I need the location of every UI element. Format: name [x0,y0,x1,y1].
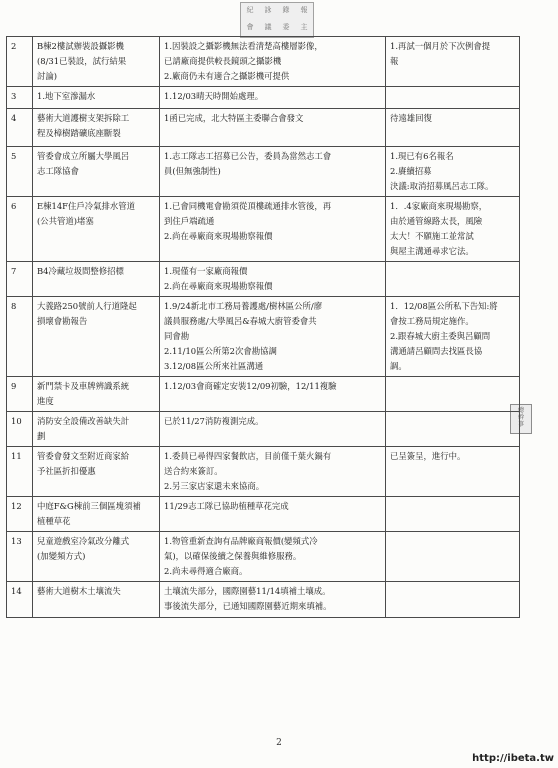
note-line: 2.跟春城大廚主委與呂顧問 [390,331,491,341]
result-line: 議員服務處/大學風呂&春城大廚管委會共 [164,316,317,326]
table-row [7,109,520,147]
cell-note [386,377,520,412]
result-line: 員(但無強制性) [164,166,221,176]
seal-char: 報 [300,6,308,14]
cell-result [160,412,386,447]
cell-item [33,147,160,197]
result-line: 1.志工隊志工招募已公告，委員為當然志工會 [164,151,332,161]
item-line: 劃 [37,431,46,441]
cell-result [160,447,386,497]
item-line: 消防安全設備改善缺失計 [37,416,130,426]
note-line: 會按工務局規定施作。 [390,316,474,326]
result-line: 1.12/03晴天時開始處理。 [164,91,264,101]
result-line: 已請廠商提供較長鏡頭之攝影機 [164,56,282,66]
note-line: 調。 [390,361,407,371]
result-line: 事後流失部分，已通知國際園藝近期來填補。 [164,601,332,611]
result-line: 2.尚在尋廠商來現場勘察報價 [164,281,273,291]
cell-item [33,377,160,412]
row-number: 14 [7,582,33,618]
cell-item [33,37,160,87]
table-row [7,412,520,447]
item-line: 大義路250號前人行道隆起 [37,301,137,311]
cell-note [386,197,520,262]
item-line: 管委會發文至附近商家給 [37,451,130,461]
result-line: 已於11/27消防複測完成。 [164,416,264,426]
cell-note [386,582,520,618]
table-body [7,37,520,618]
cell-result [160,497,386,532]
item-line: 進度 [37,396,54,406]
table-row [7,447,520,497]
item-line: B4冷藏垃圾間整修招標 [37,266,124,276]
cell-result [160,377,386,412]
cell-note [386,147,520,197]
result-line: 1.委員已尋得四家餐飲店，目前僅千葉火鍋有 [164,451,332,461]
row-number: 13 [7,532,33,582]
cell-note [386,37,520,87]
site-watermark: http://ibeta.tw [472,753,554,764]
result-line: 同會勘 [164,331,190,341]
note-line: 與屋主溝通尋求它法。 [390,246,474,256]
item-line: E棟14F住戶冷氣排水管道 [37,201,135,211]
result-line: 氣)，以確保後續之保養與維修服務。 [164,551,302,561]
item-line: 植種草花 [37,516,71,526]
item-line: 志工隊協會 [37,166,79,176]
cell-note [386,532,520,582]
table-row [7,262,520,297]
cell-result [160,197,386,262]
cell-note [386,262,520,297]
note-line: 待遠雄回復 [390,113,432,123]
table-row [7,532,520,582]
seal-char: 議 [264,23,272,31]
cell-note [386,109,520,147]
result-line: 1.9/24新北市工務局養護處/樹林區公所/廖 [164,301,323,311]
row-number: 3 [7,87,33,109]
note-line: 1.現已有6名報名 [390,151,454,161]
cell-note [386,297,520,377]
cell-item [33,412,160,447]
item-line: (公共管道)堵塞 [37,216,94,226]
note-line: 太大！不願施工並常試 [390,231,474,241]
seal-char: 主 [300,23,308,31]
result-line: 送合約來簽訂。 [164,466,223,476]
seal-char: 幹 [517,414,524,421]
result-line: 2.廠商仍未有適合之攝影機可提供 [164,71,290,81]
cell-result [160,582,386,618]
seal-char: 事 [517,421,524,428]
row-number: 2 [7,37,33,87]
note-line: 1．12/08區公所私下告知:將 [390,301,498,311]
result-line: 2.尚未尋得適合廠商。 [164,566,248,576]
note-line: 溝通請呂顧問去找區長協 [390,346,483,356]
result-line: 1.物管重新查詢有品牌廠商報價(變頻式冷 [164,536,318,546]
item-line: 藝術大道護樹支架拆除工 [37,113,130,123]
table-row [7,87,520,109]
cell-result [160,109,386,147]
cell-result [160,262,386,297]
item-line: 兒童遊戲室冷氣改分離式 [37,536,130,546]
table-row [7,497,520,532]
note-line: 由於通管線路太長，風險 [390,216,483,226]
seal-char: 詠 [264,6,272,14]
cell-item [33,262,160,297]
result-line: 11/29志工隊已協助植種草花完成 [164,501,289,511]
cell-item [33,582,160,618]
result-line: 土壤流失部分，國際園藝11/14填補土壤成。 [164,586,331,596]
row-number: 12 [7,497,33,532]
item-line: 予社區折扣優惠 [37,466,96,476]
cell-item [33,109,160,147]
item-line: 管委會成立所屬大學風呂 [37,151,130,161]
seal-char: 紀 [246,6,254,14]
row-number: 8 [7,297,33,377]
note-line: 1.再試一個月於下次例會提 [390,41,491,51]
table-row [7,297,520,377]
note-line: 1．.4家廠商來現場勘察， [390,201,488,211]
item-line: 中庭F&G棟前三個區塊須補 [37,501,141,511]
row-number: 11 [7,447,33,497]
cell-item [33,87,160,109]
note-line: 2.賡續招募 [390,166,432,176]
item-line: B棟2樓試辦裝設攝影機 [37,41,124,51]
row-number: 4 [7,109,33,147]
item-line: 程及樟樹踏礦底座斷裂 [37,128,121,138]
cell-item [33,197,160,262]
row-number: 6 [7,197,33,262]
cell-result [160,87,386,109]
item-line: 討論) [37,71,58,81]
result-line: 2.尚在尋廠商來現場勘察報價 [164,231,273,241]
seal-char: 錄 [282,6,290,14]
result-line: 1.因裝設之攝影機無法看清楚高樓層影像， [164,41,323,51]
note-line: 報 [390,56,399,66]
cell-result [160,297,386,377]
page-number: 2 [276,738,282,748]
cell-note [386,412,520,447]
result-line: 3.12/08區公所來社區溝通 [164,361,264,371]
cell-item [33,532,160,582]
note-line: 決議:取消招募風呂志工隊。 [390,181,494,191]
official-seal-stamp [240,2,314,38]
item-line: 藝術大道樹木土壤流失 [37,586,121,596]
item-line: 損壞會勘報告 [37,316,88,326]
result-line: 到住戶端疏通 [164,216,215,226]
row-number: 10 [7,412,33,447]
cell-result [160,532,386,582]
result-line: 2.另三家店家還未來協商。 [164,481,265,491]
item-line: (加變頻方式) [37,551,86,561]
row-number: 5 [7,147,33,197]
result-line: 1.已會同機電會勘須從頂樓疏通排水管後，再 [164,201,332,211]
note-line: 已呈簽呈，進行中。 [390,451,466,461]
result-line: 2.11/10區公所第2次會勘協調 [164,346,277,356]
result-line: 1.12/03會商確定安裝12/09初驗，12/11複驗 [164,381,337,391]
cell-result [160,37,386,87]
cell-result [160,147,386,197]
row-number: 9 [7,377,33,412]
table-row [7,37,520,87]
result-line: 1函已完成，北大特區主委聯合會發文 [164,113,304,123]
table-row [7,197,520,262]
cell-note [386,87,520,109]
table-row [7,147,520,197]
table-row [7,582,520,618]
item-line: (8/31已裝設，試行結果 [37,56,127,66]
meeting-minutes-table [6,36,520,618]
cell-item [33,497,160,532]
seal-char: 委 [282,23,290,31]
cell-item [33,447,160,497]
cell-note [386,447,520,497]
cell-note [386,497,520,532]
row-number: 7 [7,262,33,297]
cell-item [33,297,160,377]
seal-char: 總 [517,407,524,414]
item-line: 新門禁卡及車牌辨識系統 [37,381,130,391]
result-line: 1.現僅有一家廠商報價 [164,266,248,276]
seal-char: 會 [246,23,254,31]
item-line: 1.地下室滲漏水 [37,91,96,101]
table-row [7,377,520,412]
